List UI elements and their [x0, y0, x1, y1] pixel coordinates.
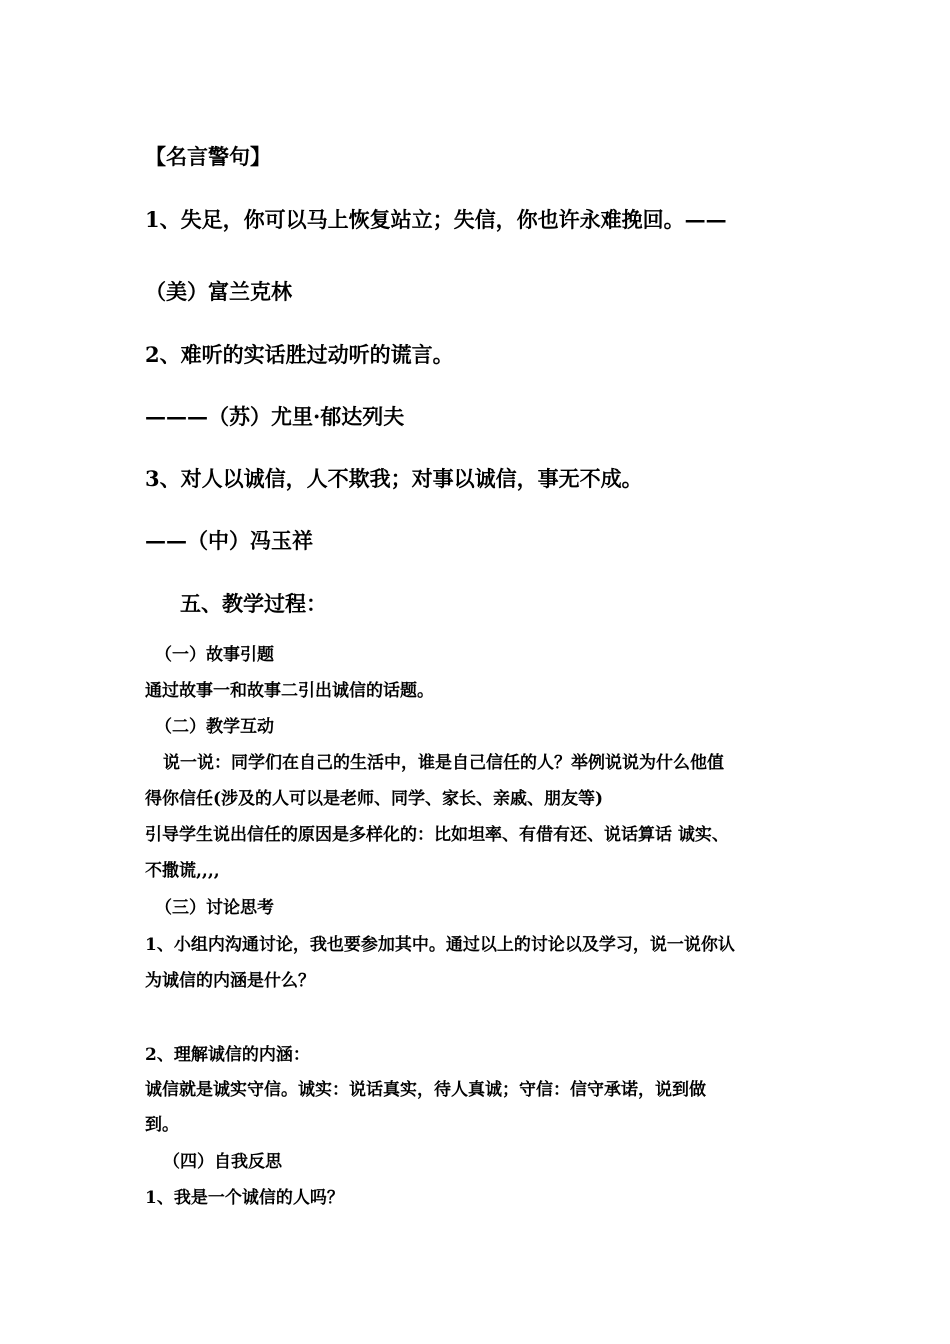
part-3-item-1-line-2: 为诚信的内涵是什么？: [145, 971, 315, 991]
part-3-item-2-title: 2、理解诚信的内涵：: [145, 1045, 310, 1065]
part-2-line-3: 引导学生说出信任的原因是多样化的：比如坦率、有借有还、说话算话 诚实、: [145, 825, 729, 845]
part-3-item-2-line-1: 诚信就是诚实守信。诚实：说话真实，待人真诚；守信：信守承诺，说到做: [145, 1080, 706, 1100]
part-2-line-2: 得你信任(涉及的人可以是老师、同学、家长、亲戚、朋友等): [145, 789, 604, 809]
process-heading: 五、教学过程：: [180, 591, 327, 616]
part-4-item-1: 1、我是一个诚信的人吗？: [145, 1188, 344, 1208]
part-3-item-1-line-1: 1、小组内沟通讨论，我也要参加其中。通过以上的讨论以及学习，说一说你认: [145, 935, 735, 955]
part-3-title: （三）讨论思考: [155, 898, 274, 918]
quotes-heading: 【名言警句】: [145, 144, 271, 169]
part-2-line-1: 说一说：同学们在自己的生活中，谁是自己信任的人？举例说说为什么他值: [163, 753, 724, 773]
quote-1-text: 1、失足，你可以马上恢复站立；失信，你也许永难挽回。——: [145, 207, 727, 232]
quote-2-author: ———（苏）尤里·郁达列夫: [145, 404, 405, 429]
quote-3-author: ——（中）冯玉祥: [145, 528, 313, 553]
part-4-title: （四）自我反思: [163, 1152, 282, 1172]
part-2-line-4: 不撒谎,,,,: [145, 861, 220, 881]
part-3-item-2-line-2: 到。: [145, 1115, 179, 1135]
quote-1-author: （美）富兰克林: [145, 279, 292, 304]
part-2-title: （二）教学互动: [155, 717, 274, 737]
part-1-title: （一）故事引题: [155, 645, 274, 665]
quote-2-text: 2、难听的实话胜过动听的谎言。: [145, 342, 454, 367]
part-1-text: 通过故事一和故事二引出诚信的话题。: [145, 681, 434, 701]
quote-3-text: 3、对人以诚信，人不欺我；对事以诚信，事无不成。: [145, 466, 643, 491]
